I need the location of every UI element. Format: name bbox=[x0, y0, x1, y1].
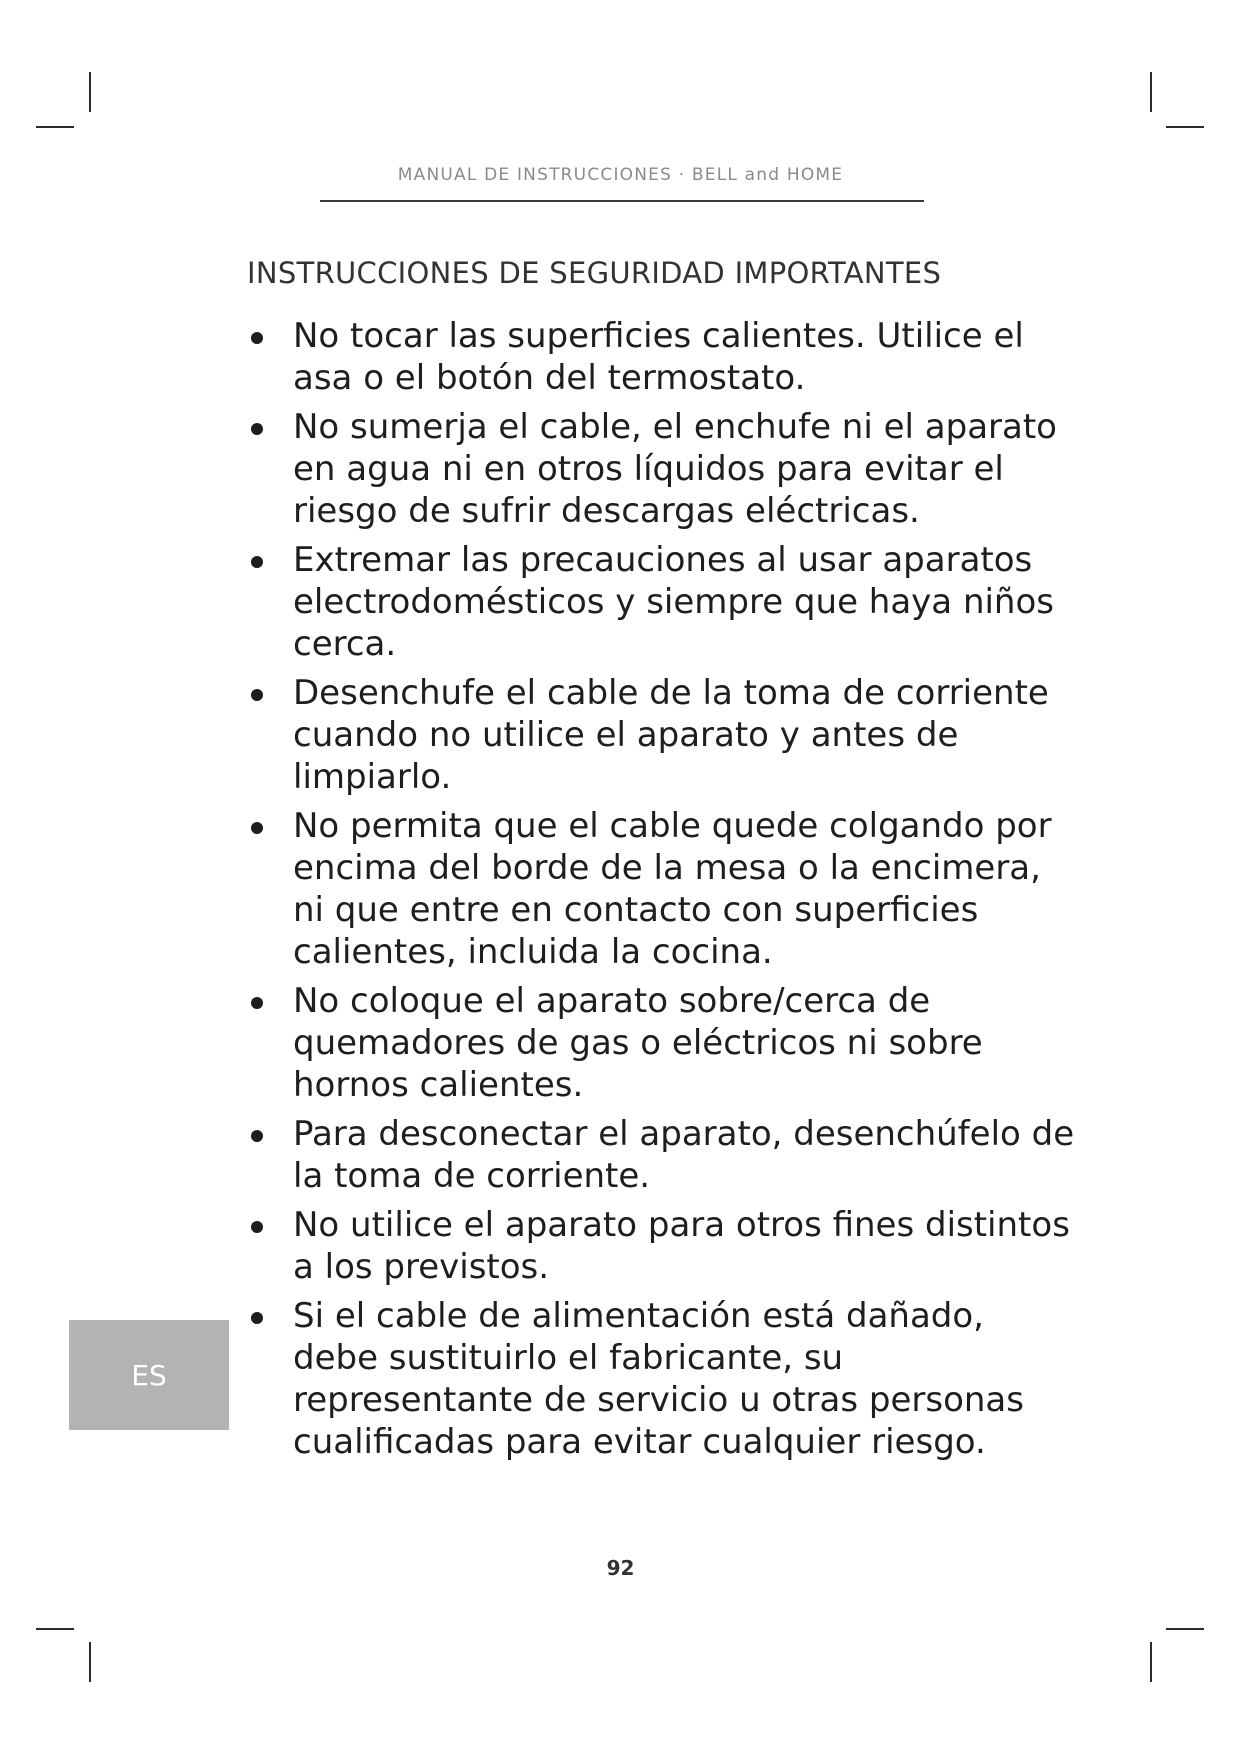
crop-mark-top-right-horizontal bbox=[1166, 126, 1204, 128]
list-item-text: Si el cable de alimentación está dañado, debe sustituirlo el fabricante, su representante de servicio u otras personas cualificadas para evitar cualquier riesgo. bbox=[293, 1296, 1024, 1462]
bullet-icon bbox=[251, 1130, 263, 1142]
bullet-icon bbox=[251, 997, 263, 1009]
list-item bbox=[247, 1113, 1077, 1197]
bullet-icon bbox=[251, 822, 263, 834]
page-number: 92 bbox=[606, 1556, 635, 1580]
language-tab-label: ES bbox=[131, 1358, 167, 1392]
list-item-text: Extremar las precauciones al usar aparatos electrodomésticos y siempre que haya niños cerca. bbox=[293, 540, 1054, 664]
crop-mark-bottom-left-vertical bbox=[89, 1642, 91, 1682]
crop-mark-bottom-right-vertical bbox=[1150, 1642, 1152, 1682]
running-header: MANUAL DE INSTRUCCIONES · BELL and HOME bbox=[397, 165, 844, 185]
list-item bbox=[247, 406, 1077, 532]
list-item bbox=[247, 1295, 1077, 1463]
bullet-icon bbox=[251, 556, 263, 568]
safety-instructions-list bbox=[247, 315, 1077, 1470]
list-item bbox=[247, 805, 1077, 973]
crop-mark-top-right-vertical bbox=[1150, 72, 1152, 112]
list-item bbox=[247, 980, 1077, 1106]
crop-mark-top-left-horizontal bbox=[36, 126, 74, 128]
list-item-text: No utilice el aparato para otros fines distintos a los previstos. bbox=[293, 1205, 1070, 1287]
list-item bbox=[247, 315, 1077, 399]
bullet-icon bbox=[251, 1312, 263, 1324]
list-item-text: Para desconectar el aparato, desenchúfelo de la toma de corriente. bbox=[293, 1114, 1075, 1196]
header-rule bbox=[320, 200, 924, 202]
crop-mark-top-left-vertical bbox=[89, 72, 91, 112]
list-item-text: No sumerja el cable, el enchufe ni el aparato en agua ni en otros líquidos para evitar el riesgo de sufrir descargas eléctricas. bbox=[293, 407, 1057, 531]
list-item bbox=[247, 1204, 1077, 1288]
list-item-text: No tocar las superficies calientes. Utilice el asa o el botón del termostato. bbox=[293, 316, 1024, 398]
list-item-text: No permita que el cable quede colgando por encima del borde de la mesa o la encimera, ni que entre en contacto con superficies calientes, incluida la cocina. bbox=[293, 806, 1052, 972]
bullet-icon bbox=[251, 1221, 263, 1233]
list-item bbox=[247, 672, 1077, 798]
bullet-icon bbox=[251, 332, 263, 344]
crop-mark-bottom-right-horizontal bbox=[1166, 1628, 1204, 1630]
list-item-text: No coloque el aparato sobre/cerca de quemadores de gas o eléctricos ni sobre hornos calientes. bbox=[293, 981, 983, 1105]
language-tab bbox=[69, 1320, 229, 1430]
crop-mark-bottom-left-horizontal bbox=[36, 1628, 74, 1630]
bullet-icon bbox=[251, 423, 263, 435]
bullet-icon bbox=[251, 689, 263, 701]
section-title: INSTRUCCIONES DE SEGURIDAD IMPORTANTES bbox=[247, 256, 942, 290]
list-item-text: Desenchufe el cable de la toma de corriente cuando no utilice el aparato y antes de limpiarlo. bbox=[293, 673, 1049, 797]
list-item bbox=[247, 539, 1077, 665]
